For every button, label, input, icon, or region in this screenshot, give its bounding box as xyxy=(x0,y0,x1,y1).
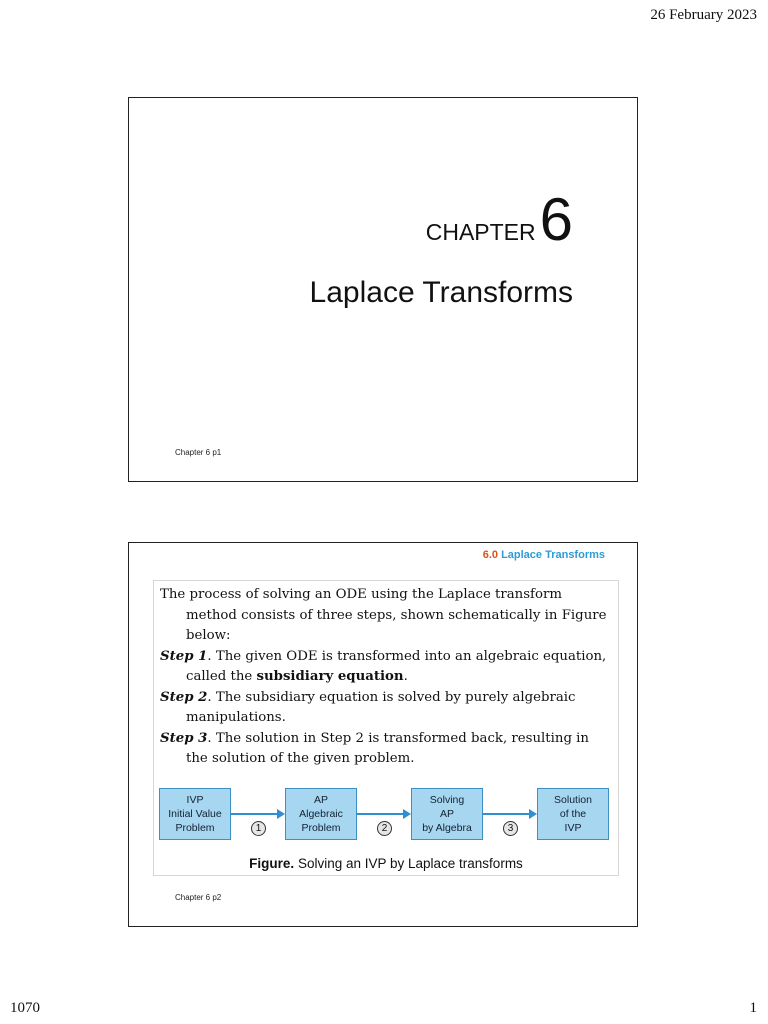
flow-box-line: IVP xyxy=(186,794,204,806)
figure-label: Figure. xyxy=(249,856,295,871)
body-text xyxy=(160,585,612,770)
slide-footer: Chapter 6 p2 xyxy=(175,893,222,902)
section-title: Laplace Transforms xyxy=(501,549,605,561)
chapter-word: CHAPTER xyxy=(425,219,536,245)
flow-box-line: Algebraic xyxy=(299,808,343,820)
figure-caption xyxy=(154,856,618,871)
flow-box-line: of the xyxy=(559,808,587,820)
flow-box-line: by Algebra xyxy=(422,822,472,834)
step-3-text: . The solution in Step 2 is transformed back, resulting in the solution of the given problem. xyxy=(186,730,589,766)
flow-arrow xyxy=(357,813,409,815)
chapter-number: 6 xyxy=(539,186,573,253)
content-box xyxy=(153,580,619,876)
step-2-text: . The subsidiary equation is solved by purely algebraic manipulations. xyxy=(186,689,576,725)
flow-box-solution xyxy=(537,788,609,840)
flow-box-line: AP xyxy=(439,808,454,820)
flow-box-line: AP xyxy=(313,794,328,806)
flow-box-solving xyxy=(411,788,483,840)
chapter-heading xyxy=(425,186,573,253)
flow-diagram xyxy=(154,788,618,846)
step-1-paragraph xyxy=(160,647,612,688)
slide-footer: Chapter 6 p1 xyxy=(175,448,222,457)
section-heading xyxy=(483,549,605,561)
slide-2 xyxy=(128,542,638,927)
page-code: 1070 xyxy=(10,1000,40,1016)
flow-box-line: Solving xyxy=(429,794,465,806)
flow-box-line: IVP xyxy=(564,822,582,834)
step-1-label: Step 1 xyxy=(160,648,208,664)
step-2-paragraph xyxy=(160,688,612,729)
step-1-end: . xyxy=(403,669,408,684)
step-number-2: 2 xyxy=(377,821,392,836)
step-2-label: Step 2 xyxy=(160,689,208,705)
figure-caption-text: Solving an IVP by Laplace transforms xyxy=(294,856,523,871)
flow-box-line: Problem xyxy=(175,822,215,834)
section-number: 6.0 xyxy=(482,549,498,561)
page-date: 26 February 2023 xyxy=(650,7,757,23)
page-number: 1 xyxy=(749,1000,757,1016)
step-number-3: 3 xyxy=(503,821,518,836)
subsidiary-equation-term: subsidiary equation xyxy=(256,669,404,684)
flow-box-ap xyxy=(285,788,357,840)
step-3-label: Step 3 xyxy=(160,730,208,746)
intro-paragraph: The process of solving an ODE using the Laplace transform method consists of three steps, shown schematically in Figure below: xyxy=(160,587,607,643)
flow-arrow xyxy=(231,813,283,815)
flow-box-line: Initial Value xyxy=(168,808,222,820)
flow-box-ivp xyxy=(159,788,231,840)
slide-1 xyxy=(128,97,638,482)
flow-arrow xyxy=(483,813,535,815)
chapter-title: Laplace Transforms xyxy=(309,276,573,309)
step-1-text: . The given ODE is transformed into an algebraic equation, called the xyxy=(186,648,607,684)
flow-box-line: Solution xyxy=(554,794,592,806)
flow-box-line: Problem xyxy=(301,822,341,834)
step-number-1: 1 xyxy=(251,821,266,836)
step-3-paragraph xyxy=(160,729,612,770)
